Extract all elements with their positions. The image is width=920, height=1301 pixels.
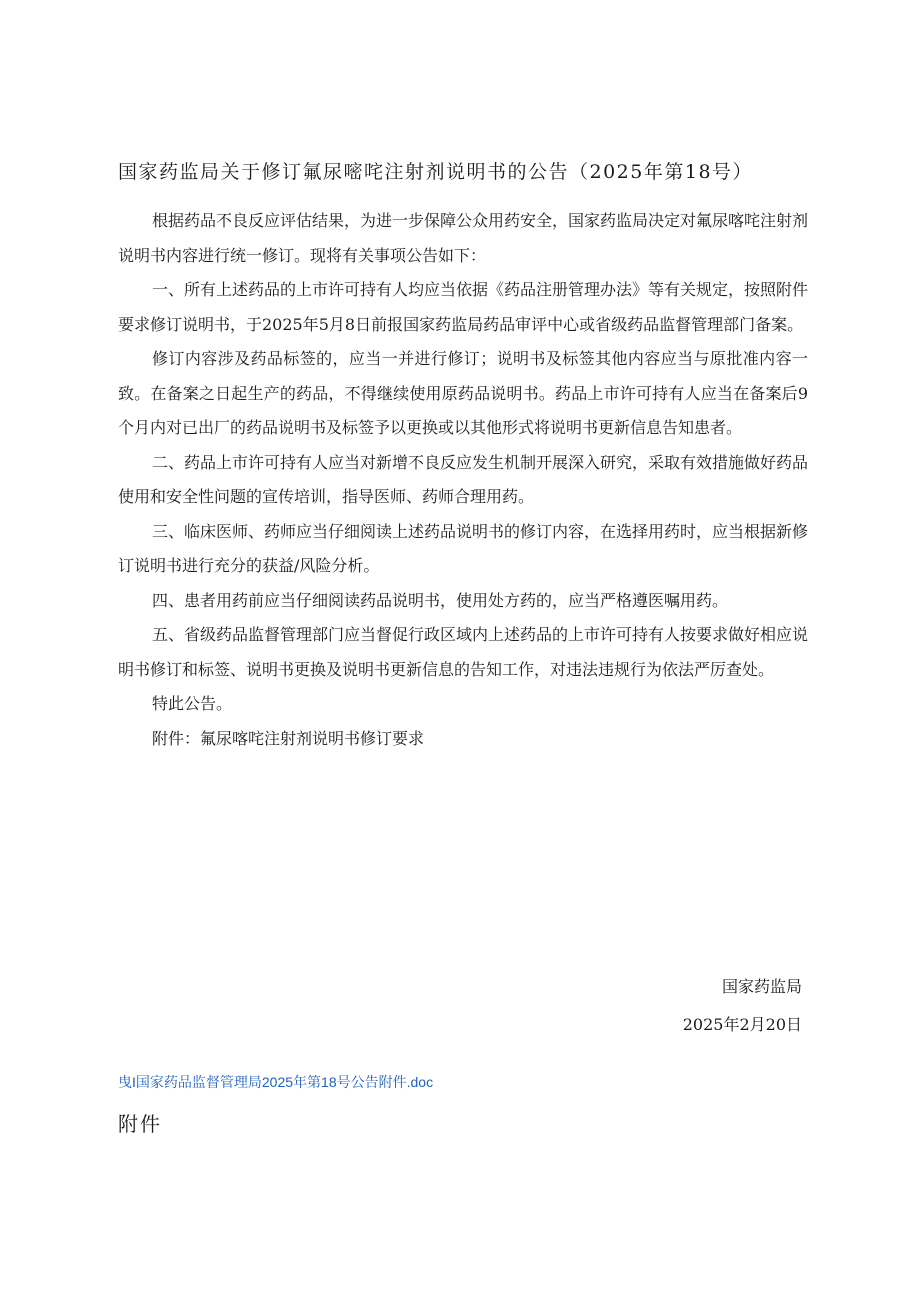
attachment-heading: 附件: [118, 1112, 162, 1136]
paragraph-intro: 根据药品不良反应评估结果，为进一步保障公众用药安全，国家药监局决定对氟尿喀咤注射剂说明书内容进行统一修订。现将有关事项公告如下：: [118, 211, 809, 265]
document-title: 国家药监局关于修订氟尿嘧咤注射剂说明书的公告（2025年第18号）: [118, 161, 754, 183]
paragraph-item-1-supplement: 修订内容涉及药品标签的，应当一并进行修订；说明书及标签其他内容应当与原批准内容一致。在备案之日起生产的药品，不得继续使用原药品说明书。药品上市许可持有人应当在备案后9个月内对已出厂的药品说明书及标签予以更换或以其他形式将说明书更新信息告知患者。: [118, 349, 808, 437]
issuer-name: 国家药监局: [721, 977, 802, 996]
paragraph-attachment-note: 附件：氟尿喀咤注射剂说明书修订要求: [152, 728, 425, 748]
paragraph-item-4: 四、患者用药前应当仔细阅读药品说明书，使用处方药的，应当严格遵医嘱用药。: [152, 590, 729, 610]
signature-block: [683, 968, 802, 1044]
paragraph-item-1: 一、所有上述药品的上市许可持有人均应当依据《药品注册管理办法》等有关规定，按照附件要求修订说明书，于2025年5月8日前报国家药监局药品审评中心或省级药品监督管理部门备案。: [118, 280, 809, 334]
paragraph-closing: 特此公告。: [152, 694, 233, 713]
paragraph-item-5: 五、省级药品监督管理部门应当督促行政区域内上述药品的上市许可持有人按要求做好相应说明书修订和标签、说明书更换及说明书更新信息的告知工作，对违法违规行为依法严厉查处。: [118, 625, 809, 679]
attachment-download-link[interactable]: 曳I国家药品监督管理局2025年第18号公告附件.doc: [118, 1074, 434, 1090]
paragraph-item-2: 二、药品上市许可持有人应当对新增不良反应发生机制开展深入研究，采取有效措施做好药品使用和安全性问题的宣传培训，指导医师、药师合理用药。: [118, 452, 809, 506]
document-body: [118, 204, 808, 756]
issue-date: 2025年2月20日: [682, 1015, 802, 1034]
paragraph-item-3: 三、临床医师、药师应当仔细阅读上述药品说明书的修订内容，在选择用药时，应当根据新修订说明书进行充分的获益/风险分析。: [118, 521, 809, 575]
